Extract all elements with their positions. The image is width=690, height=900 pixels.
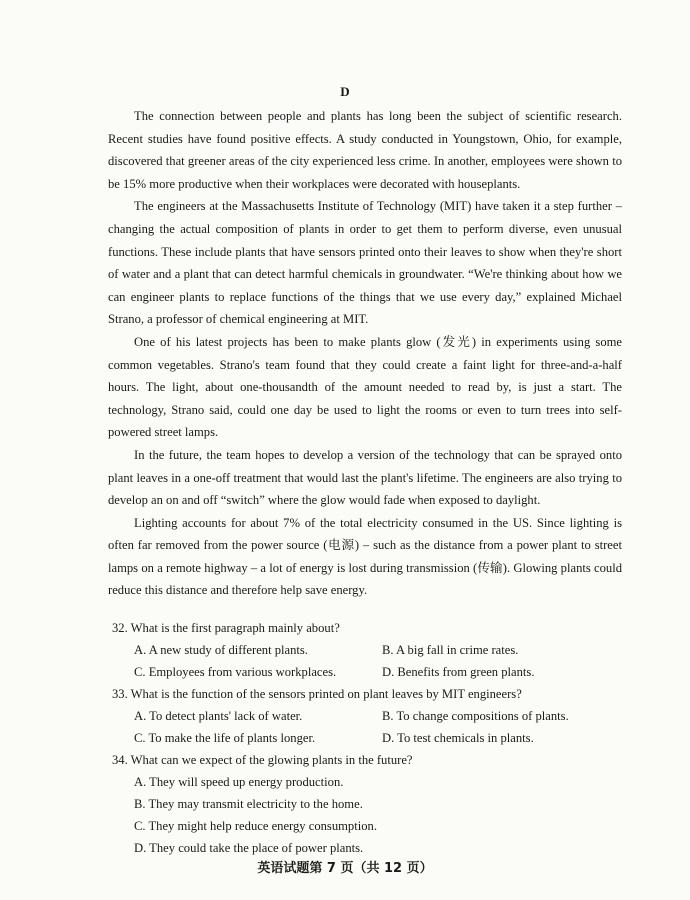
section-heading: D	[340, 84, 350, 99]
option-c: C. Employees from various workplaces.	[134, 665, 337, 679]
passage-paragraph-3: One of his latest projects has been to make plants glow (发光) in experiments using some common vegetables. Strano's team found that they could create a faint light for three-and-a-half hours. The light, about one-thousandth of the amount needed to read by, is just a start. The technology, Strano said, could one day be used to light the rooms or even to turn trees into self-powered street lamps.	[108, 334, 622, 440]
option-b: B. A big fall in crime rates.	[382, 643, 519, 657]
passage-paragraph-5: Lighting accounts for about 7% of the total electricity consumed in the US. Since lighting is often far removed from the power source (电源) – such as the distance from a power plant to street lamps on a remote highway – a lot of energy is lost during transmission (传输). Glowing plants could reduce this distance and therefore help save energy.	[108, 515, 622, 598]
passage-paragraph-2: The engineers at the Massachusetts Institute of Technology (MIT) have taken it a step further – changing the actual composition of plants in order to get them to perform diverse, even unusual functions. These include plants that have sensors printed onto their leaves to show when they're short of water and a plant that can detect harmful chemicals in groundwater. “We're thinking about how we can engineer plants to replace functions of the things that we use every day,” explained Michael Strano, a professor of chemical engineering at MIT.	[108, 199, 622, 327]
option-b: B. To change compositions of plants.	[382, 709, 569, 723]
passage-paragraph-1: The connection between people and plants has long been the subject of scientific research. Recent studies have found positive effects. A study conducted in Youngstown, Ohio, for example, discovered that greener areas of the city experienced less crime. In another, employees were shown to be 15% more productive when their workplaces were decorated with houseplants.	[108, 109, 622, 191]
question-33	[112, 683, 612, 749]
question-stem: 32. What is the first paragraph mainly about?	[112, 621, 340, 635]
question-stem: 33. What is the function of the sensors printed on plant leaves by MIT engineers?	[112, 687, 522, 701]
option-d: D. They could take the place of power plants.	[134, 841, 364, 855]
option-a: A. To detect plants' lack of water.	[134, 709, 303, 723]
question-32	[112, 617, 612, 683]
option-c: C. To make the life of plants longer.	[134, 731, 316, 745]
option-d: D. To test chemicals in plants.	[382, 731, 534, 745]
page-footer: 英语试题第 7 页（共 12 页）	[257, 861, 433, 876]
option-b: B. They may transmit electricity to the home.	[134, 797, 363, 811]
question-list	[112, 617, 612, 859]
reading-passage	[108, 105, 622, 602]
option-c: C. They might help reduce energy consumption.	[134, 819, 377, 833]
option-a: A. They will speed up energy production.	[134, 775, 344, 789]
question-34	[112, 749, 612, 859]
question-stem: 34. What can we expect of the glowing plants in the future?	[112, 753, 413, 767]
passage-paragraph-4: In the future, the team hopes to develop a version of the technology that can be sprayed onto plant leaves in a one-off treatment that would last the plant's lifetime. The engineers are also trying to develop an on and off “switch” where the glow would fade when exposed to daylight.	[108, 447, 622, 508]
option-a: A. A new study of different plants.	[134, 643, 308, 657]
option-d: D. Benefits from green plants.	[382, 665, 535, 679]
